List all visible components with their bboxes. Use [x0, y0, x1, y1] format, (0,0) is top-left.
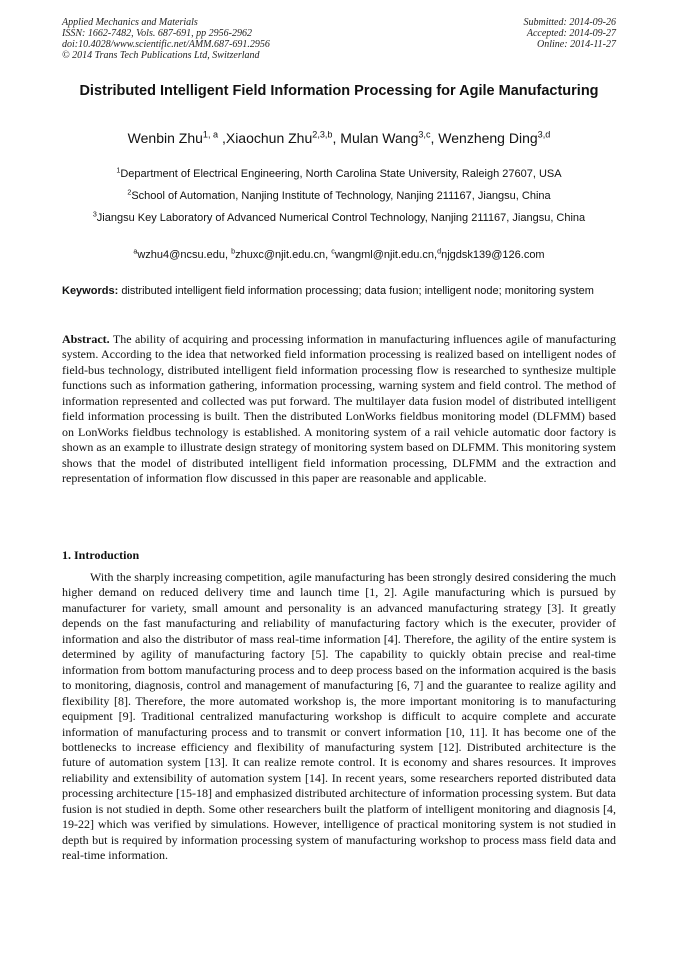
- keywords-text: distributed intelligent field information processing; data fusion; intelligent node; monitoring system: [121, 285, 594, 297]
- affiliation-1: [62, 166, 616, 182]
- keywords-label: Keywords:: [62, 285, 119, 297]
- affiliation-text: Department of Electrical Engineering, North Carolina State University, Raleigh 27607, USA: [120, 168, 562, 180]
- email-sup: b: [231, 247, 236, 256]
- author-separator: ,: [332, 130, 341, 146]
- dates-header: [524, 17, 617, 50]
- keywords: [62, 285, 616, 298]
- paper-title: Distributed Intelligent Field Information Processing for Agile Manufacturing: [79, 83, 599, 99]
- email-line: $^a$wzhu4@ncsu.edu, $^b$zhuxc@njit.edu.cn, $^c$wangml@njit.edu.cn,$^d$njgdsk139@126.com: [133, 247, 545, 261]
- issn-line: ISSN: 1662-7482, Vols. 687-691, pp 2956-2962: [62, 28, 252, 39]
- email-address: wzhu4@ncsu.edu: [137, 249, 225, 261]
- doi-line: doi:10.4028/www.scientific.net/AMM.687-691.2956: [62, 39, 270, 50]
- author-name: Xiaochun Zhu: [225, 130, 313, 146]
- affiliation-sup: 3: [92, 210, 97, 219]
- journal-header: [62, 17, 270, 61]
- author-list: [40, 130, 638, 147]
- section-heading: 1. Introduction: [62, 548, 140, 562]
- copyright-line: © 2014 Trans Tech Publications Ltd, Switzerland: [62, 50, 260, 61]
- affiliation-text: Jiangsu Key Laboratory of Advanced Numerical Control Technology, Nanjing 211167, Jiangsu, China: [96, 212, 586, 224]
- email-address: wangml@njit.edu.cn: [334, 249, 435, 261]
- author-sup: 3,c: [418, 129, 431, 140]
- author-name: Mulan Wang: [340, 130, 419, 146]
- introduction-paragraph: With the sharply increasing competition, agile manufacturing has been strongly desired considering the much higher demand on reduced delivery time and launch time [1, 2]. Agile manufacturing which is pursued by manufacturer for variety, small amount and personality is an advanced manufacturing strategy [3]. It greatly depends on the fast manufacturing and reliability of manufacturing factory which is the executer, provider of information and also the distributor of mass real-time information [4]. Therefore, the agility of the entire system is determined by agility of manufacturing factory [5]. The capability to quickly obtain precise and real-time information from bottom manufacturing process and to deep process based on the information acquired is the basis to monitoring, diagnosis, control and management of manufacturing [6, 7] and the guarantee to realize agility and flexibility [8]. Therefore, the more automated workshop is, the more important monitoring is to manufacturing equipment [9]. Traditional centralized manufacturing workshop is difficult to acquire complete and accurate information of manufacturing process and to transmit or convert information [10, 11]. It has become one of the bottlenecks to increase efficiency and flexibility of manufacturing system [12]. Distributed architecture is the future of automation system [13]. It can realize remote control. It is economy and shares resources. It improves reliability and extensibility of automation system [14]. In recent years, some researchers reported distributed data processing architecture [15-18] and emphasized distributed architecture of information processing system. But data fusion is not studied in depth. Some other researchers built the platform of intelligent monitoring and diagnosis [4, 19-22] which was verified by simulations. However, intelligence of practical monitoring system is not studied in depth but is required by information processing system of manufacturing workshop to process mass field data and real-time information.: [62, 570, 616, 863]
- affiliation-text: School of Automation, Nanjing Institute of Technology, Nanjing 211167, Jiangsu, China: [131, 190, 551, 202]
- affiliation-sup: 2: [127, 188, 132, 197]
- email-sup: c: [331, 247, 335, 256]
- abstract-text: The ability of acquiring and processing information in manufacturing influences agile of manufacturing system. According to the idea that networked field information processing is realized based on intelligent nodes of field-bus technology, distributed intelligent field information processing flow is researched to synthesize multiple functions such as information gathering, information processing, warning system and field control. The method of information represented and collected was put forward. The multilayer data fusion model of distributed intelligent field information processing is built. Then the distributed LonWorks fieldbus monitoring model (DLFMM) based on LonWorks fieldbus technology is established. A monitoring system of a rail vehicle automatic door factory is shown as an example to illustrate design strategy of monitoring system based on DLFMM. This monitoring system shows that the model of distributed intelligent field information processing, DLFMM and the extraction and representation of information flow discussed in this paper are reasonable and applicable.: [62, 332, 616, 486]
- online-date: Online: 2014-11-27: [537, 39, 616, 50]
- accepted-date: Accepted: 2014-09-27: [526, 28, 616, 39]
- author-separator: ,: [218, 130, 226, 146]
- author-sup: 1, a: [202, 129, 219, 140]
- author-name: Wenbin Zhu: [127, 130, 203, 146]
- author-separator: ,: [430, 130, 439, 146]
- submitted-date: Submitted: 2014-09-26: [523, 17, 616, 28]
- affiliation-3: [62, 210, 616, 226]
- author-sup: 3,d: [537, 129, 551, 140]
- author-sup: 2,3,b: [312, 129, 333, 140]
- email-sup: d: [437, 247, 442, 256]
- affiliation-2: [62, 188, 616, 204]
- email-address: njgdsk139@126.com: [441, 249, 545, 261]
- abstract: [62, 332, 616, 487]
- author-name: Wenzheng Ding: [438, 130, 538, 146]
- abstract-label: Abstract.: [62, 332, 110, 346]
- affiliation-sup: 1: [116, 166, 121, 175]
- email-address: zhuxc@njit.edu.cn: [235, 249, 326, 261]
- journal-name: Applied Mechanics and Materials: [62, 17, 198, 28]
- email-sup: a: [133, 247, 138, 256]
